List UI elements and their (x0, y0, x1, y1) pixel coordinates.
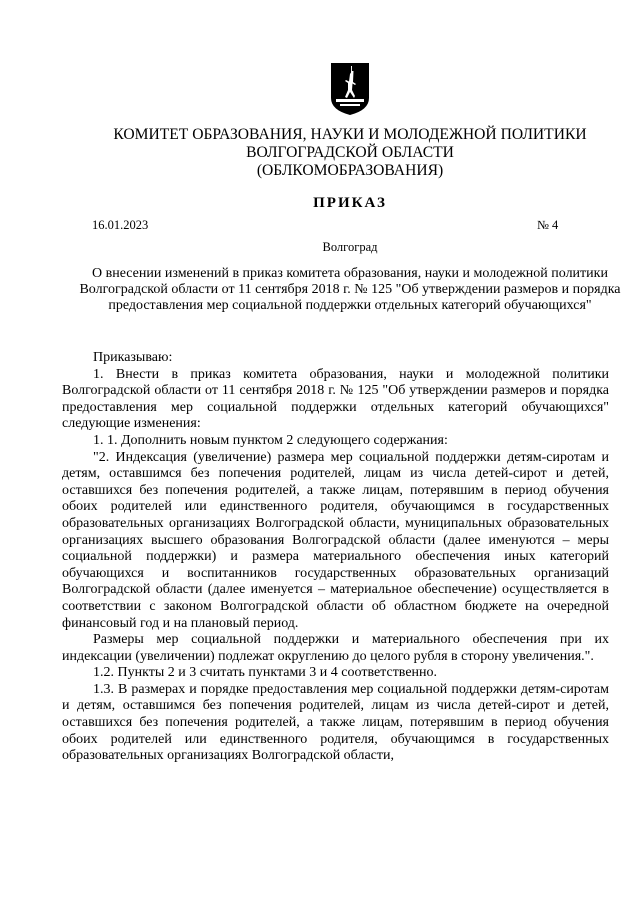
paragraph: "2. Индексация (увеличение) размера мер социальной поддержки детям-сиротам и детям, оставшимся без попечения родителей, лицам из числа детей-сирот и детей, оставшихся без попечения родителей, а также лицам, потерявшим в период обучения обоих родителей или единственного родителя, обучающимся в государственных образовательных организациях Волгоградской области, муниципальных образовательных организациях высшего образования Волгоградской области (далее именуются – меры социальной поддержки) и размера материального обеспечения иных категорий обучающихся и воспитанников государственных образовательных организаций Волгоградской области (далее именуется – материальное обеспечение) осуществляется в соответствии с законом Волгоградской области об областном бюджете на очередной финансовый год и на плановый период. (62, 449, 609, 631)
order-number: № 4 (537, 218, 559, 232)
order-subject: О внесении изменений в приказ комитета образования, науки и молодежной политики Волгоградской области от 11 сентября 2018 г. № 125 "Об утверждении размеров и порядка предоставления мер социальной поддержки отдельных категорий обучающихся" (79, 266, 621, 313)
document-title: ПРИКАЗ (313, 195, 387, 211)
header-line-1: КОМИТЕТ ОБРАЗОВАНИЯ, НАУКИ И МОЛОДЕЖНОЙ ПОЛИТИКИ (113, 126, 587, 143)
header-line-3: (ОБЛКОМОБРАЗОВАНИЯ) (256, 162, 444, 179)
paragraph: 1.3. В размерах и порядке предоставления мер социальной поддержки детям-сиротам и детям, оставшимся без попечения родителей, лицам из числа детей-сирот и детей, оставшихся без попечения родителей, а также лицам, потерявшим в период обучения обоих родителей или единственного родителя, обучающимся в государственных образовательных организациях Волгоградской области, (62, 681, 609, 764)
paragraph: 1. Внести в приказ комитета образования, науки и молодежной политики Волгоградской области от 11 сентября 2018 г. № 125 "Об утверждении размеров и порядка предоставления мер социальной поддержки отдельных категорий обучающихся" следующие изменения: (62, 366, 609, 432)
paragraph: Размеры мер социальной поддержки и материального обеспечения при их индексации (увеличении) подлежат округлению до целого рубля в сторону увеличения.". (62, 632, 609, 664)
document-body (62, 350, 609, 765)
header-line-2: ВОЛГОГРАДСКОЙ ОБЛАСТИ (246, 144, 454, 161)
order-date: 16.01.2023 (92, 218, 149, 232)
organization-header (60, 126, 640, 180)
coat-of-arms-emblem (330, 62, 370, 116)
paragraph: 1. 1. Дополнить новым пунктом 2 следующего содержания: (93, 432, 448, 448)
paragraph: Приказываю: (93, 350, 173, 365)
paragraph: 1.2. Пункты 2 и 3 считать пунктами 3 и 4 соответственно. (93, 665, 438, 681)
order-city: Волгоград (322, 240, 378, 254)
